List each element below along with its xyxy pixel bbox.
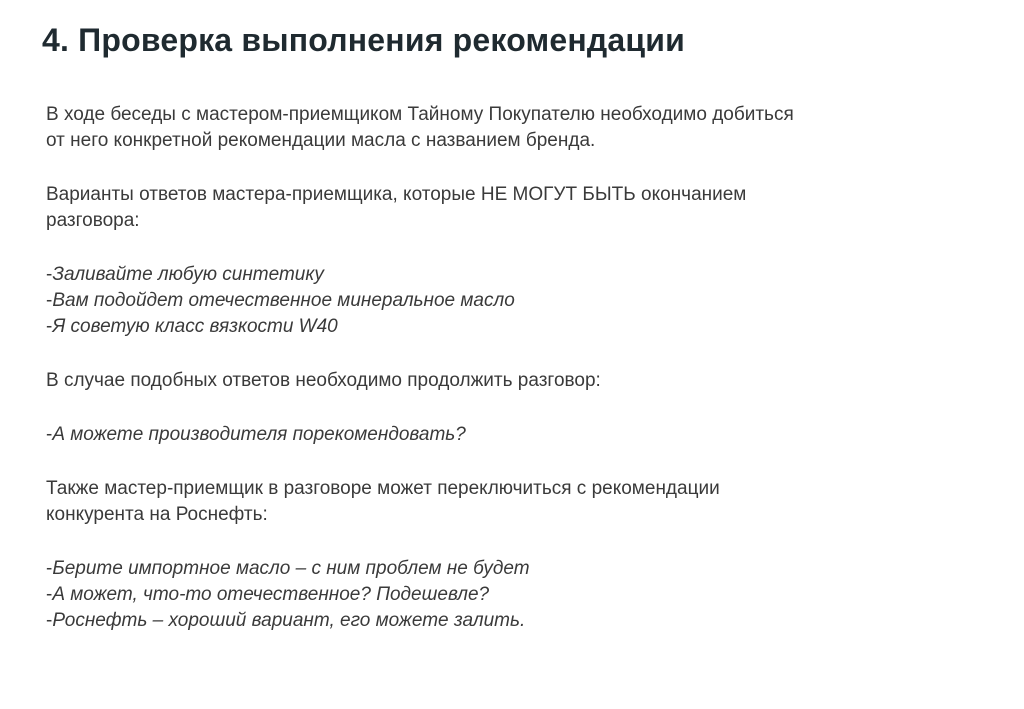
variants-heading-line-2: разговора: [46,210,140,231]
intro-paragraph [46,102,986,154]
competitor-paragraph [46,476,986,528]
competitor-line-2: конкурента на Роснефть: [46,504,268,525]
variants-heading [46,182,986,234]
slide-content [46,102,986,634]
list-item: -Заливайте любую синтетику [46,264,324,285]
continue-question-list [46,422,986,448]
competitor-list [46,556,986,634]
list-item: -Берите импортное масло – с ним проблем не будет [46,558,530,579]
list-item: -Я советую класс вязкости W40 [46,316,338,337]
list-item: -Роснефть – хороший вариант, его можете залить. [46,610,526,631]
continue-paragraph: В случае подобных ответов необходимо продолжить разговор: [46,370,601,391]
intro-line-2: от него конкретной рекомендации масла с названием бренда. [46,130,596,151]
competitor-line-1: Также мастер-приемщик в разговоре может переключиться с рекомендации [46,478,720,499]
page-title: 4. Проверка выполнения рекомендации [42,22,686,58]
intro-line-1: В ходе беседы с мастером-приемщиком Тайному Покупателю необходимо добиться [46,104,794,125]
list-item: -А можете производителя порекомендовать? [46,424,466,445]
variants-heading-line-1: Варианты ответов мастера-приемщика, которые НЕ МОГУТ БЫТЬ окончанием [46,184,747,205]
list-item: -Вам подойдет отечественное минеральное масло [46,290,515,311]
list-item: -А может, что-то отечественное? Подешевле? [46,584,490,605]
variants-list [46,262,986,340]
